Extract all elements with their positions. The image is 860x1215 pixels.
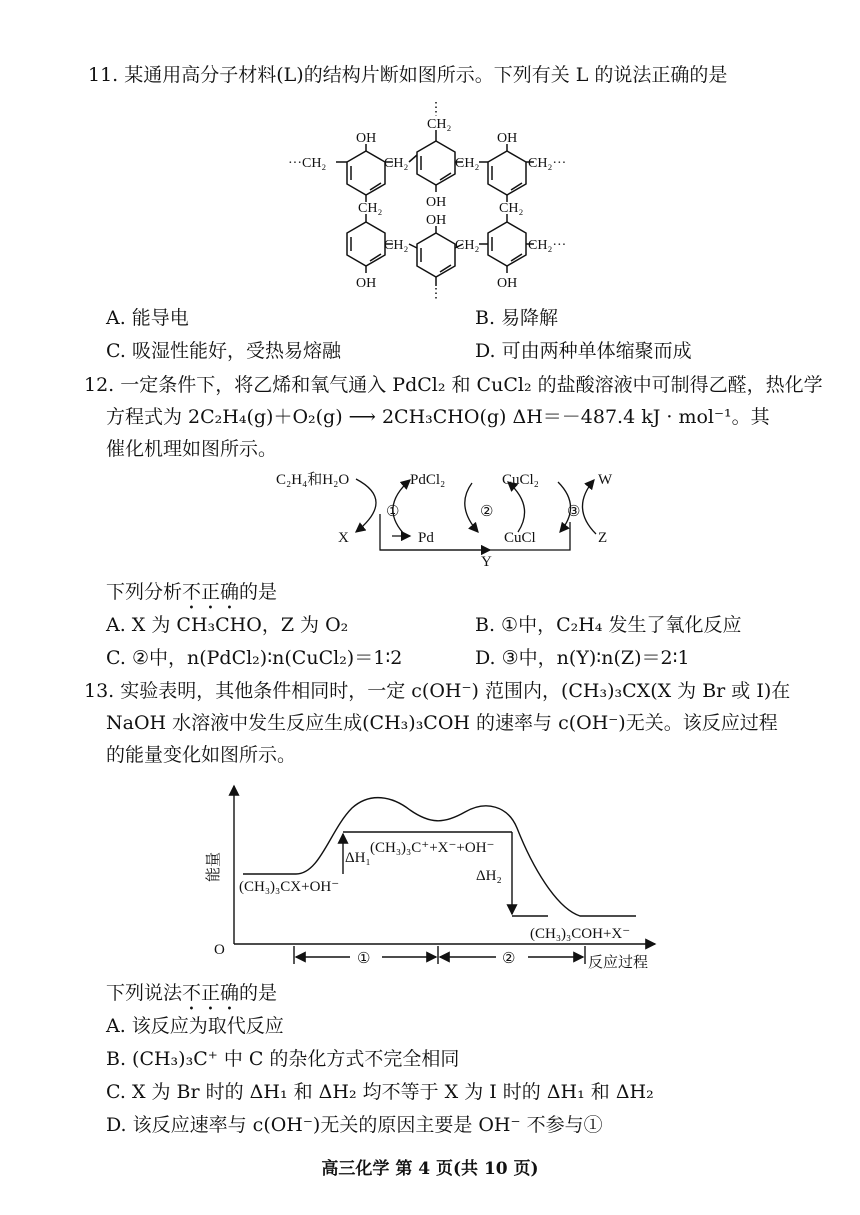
q12-stem-line1: 12. 一定条件下，将乙烯和氧气通入 PdCl₂ 和 CuCl₂ 的盐酸溶液中可制得乙醛，热化学: [84, 374, 823, 396]
ch2-label: ···CH₂: [288, 156, 327, 171]
oh-label: OH: [497, 131, 518, 146]
dh2-label: ΔH₂: [476, 868, 502, 884]
q13-option-c[interactable]: C. X 为 Br 时的 ΔH₁ 和 ΔH₂ 均不等于 X 为 I 时的 ΔH₁ 和 ΔH₂: [106, 1081, 654, 1103]
q11-polymer-structure: [0, 100, 860, 300]
q12-option-c[interactable]: C. ②中，n(PdCl₂)∶n(CuCl₂)＝1∶2: [106, 647, 403, 669]
q12-option-b[interactable]: B. ①中，C₂H₄ 发生了氧化反应: [475, 614, 742, 636]
reactant-label: (CH₃)₃CX+OH⁻: [239, 879, 340, 895]
ch2-label: CH₂: [499, 201, 524, 216]
q12-option-d[interactable]: D. ③中，n(Y)∶n(Z)＝2∶1: [475, 647, 690, 669]
mech-x-label: X: [338, 530, 349, 546]
dh1-label: ΔH₁: [345, 850, 371, 866]
mech-reactant-label: C₂H₄和H₂O: [276, 472, 350, 488]
ch2-label: CH₂···: [528, 238, 567, 253]
q12-option-a[interactable]: A. X 为 CH₃CHO，Z 为 O₂: [106, 614, 349, 636]
q11-option-c[interactable]: C. 吸湿性能好，受热易熔融: [106, 340, 341, 362]
q13-prompt-post: 的是: [239, 982, 278, 1004]
q13-prompt: [106, 980, 277, 1015]
q11-stem: 11. 某通用高分子材料(L)的结构片断如图所示。下列有关 L 的说法正确的是: [88, 64, 728, 86]
q13-option-b[interactable]: B. (CH₃)₃C⁺ 中 C 的杂化方式不完全相同: [106, 1048, 460, 1070]
mech-cucl-label: CuCl: [504, 530, 536, 546]
q13-stem-line3: 的能量变化如图所示。: [106, 744, 297, 766]
mech-pdcl2-label: PdCl₂: [410, 472, 446, 488]
energy-axis-label: 能量: [206, 851, 222, 882]
mech-z-label: Z: [598, 530, 608, 546]
q13-energy-diagram: [0, 770, 860, 980]
ch2-label: CH₂: [358, 201, 383, 216]
origin-label: O: [214, 942, 225, 958]
page-footer: 高三化学 第 4 页(共 10 页): [321, 1159, 539, 1179]
product-label: (CH₃)₃COH+X⁻: [530, 926, 631, 942]
q13-option-d[interactable]: D. 该反应速率与 c(OH⁻)无关的原因主要是 OH⁻ 不参与①: [106, 1114, 603, 1136]
mech-y-label: Y: [481, 554, 492, 570]
q12-prompt-pre: 下列分析: [106, 581, 183, 603]
step2-label: ②: [502, 951, 516, 967]
q12-prompt-post: 的是: [239, 581, 278, 603]
mech-cucl2-label: CuCl₂: [502, 472, 539, 488]
reaction-progress-label: 反应过程: [588, 955, 649, 971]
mech-step2-label: ②: [480, 504, 494, 520]
intermediate-label: (CH₃)₃C⁺+X⁻+OH⁻: [370, 840, 495, 856]
q12-prompt-emphasis: 不正确: [182, 581, 240, 603]
q13-prompt-emphasis: 不正确: [182, 982, 240, 1004]
step1-label: ①: [357, 951, 371, 967]
ch2-label: CH₂: [455, 156, 480, 171]
ch2-label: CH₂: [455, 238, 480, 253]
mech-step1-label: ①: [386, 504, 400, 520]
oh-label: OH: [356, 131, 377, 146]
ch2-label: CH₂: [427, 117, 452, 132]
q11-option-a[interactable]: A. 能导电: [106, 307, 189, 329]
oh-label: OH: [497, 276, 518, 291]
oh-label: OH: [356, 276, 377, 291]
q13-prompt-pre: 下列说法: [106, 982, 183, 1004]
q11-option-d[interactable]: D. 可由两种单体缩聚而成: [475, 340, 692, 362]
q12-prompt: [106, 579, 277, 614]
q12-stem-line2: 方程式为 2C₂H₄(g)＋O₂(g) ⟶ 2CH₃CHO(g) ΔH＝－487.4 kJ · mol⁻¹。其: [106, 406, 770, 428]
oh-label: OH: [426, 195, 447, 210]
mech-w-label: W: [598, 472, 613, 488]
q12-stem-line3: 催化机理如图所示。: [106, 438, 278, 460]
ch2-label: CH₂···: [528, 156, 567, 171]
q13-stem-line2: NaOH 水溶液中发生反应生成(CH₃)₃COH 的速率与 c(OH⁻)无关。该反应过程: [106, 712, 778, 734]
ch2-label: CH₂: [384, 156, 409, 171]
q11-option-b[interactable]: B. 易降解: [475, 307, 559, 329]
q13-option-a[interactable]: A. 该反应为取代反应: [106, 1015, 284, 1037]
ch2-label: CH₂: [384, 238, 409, 253]
mech-pd-label: Pd: [418, 530, 434, 546]
q13-stem-line1: 13. 实验表明，其他条件相同时，一定 c(OH⁻) 范围内，(CH₃)₃CX(X 为 Br 或 I)在: [84, 680, 791, 702]
oh-label: OH: [426, 213, 447, 228]
mech-step3-label: ③: [567, 504, 581, 520]
q12-mechanism-diagram: [0, 462, 860, 572]
